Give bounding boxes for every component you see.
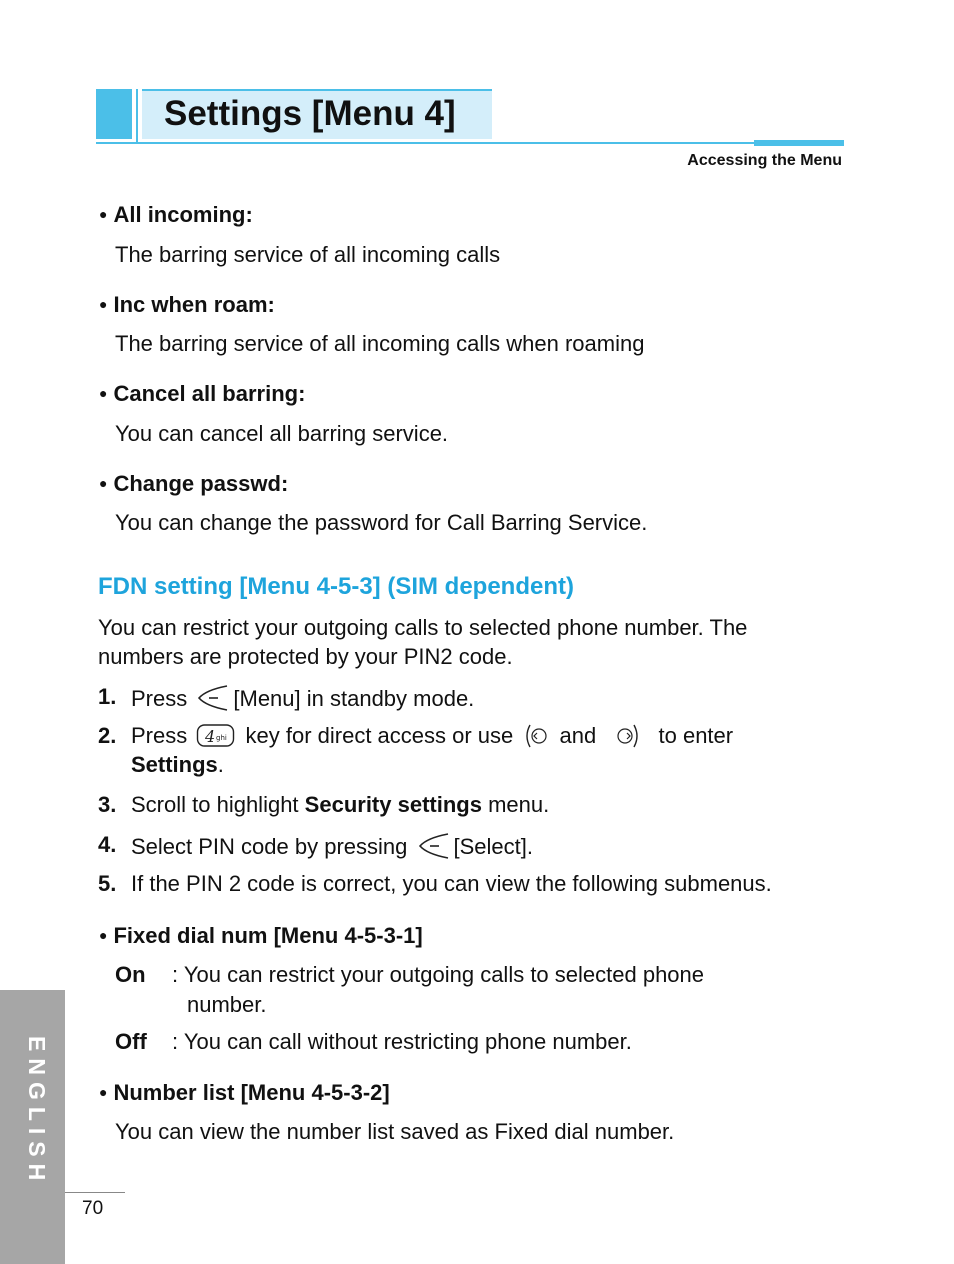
step-3: Scroll to highlight Security settings menu. — [131, 792, 550, 817]
option-on-label: On — [115, 962, 146, 987]
step-5-number: 5. — [98, 871, 117, 896]
svg-text:4: 4 — [205, 727, 216, 746]
section-label: Accessing the Menu — [687, 152, 842, 169]
key-4ghi-icon — [196, 723, 236, 755]
bullet-cancel-all-barring: ● Cancel all barring: — [99, 381, 306, 406]
option-on-desc: : You can restrict your outgoing calls to selected phone — [172, 962, 705, 987]
step-3-number: 3. — [98, 792, 117, 817]
option-off-desc: : You can call without restricting phone number. — [172, 1029, 632, 1054]
header-divider — [136, 89, 138, 143]
bullet-number-list: ● Number list [Menu 4-5-3-2] — [99, 1080, 390, 1105]
left-soft-key-icon — [196, 684, 230, 718]
bullet-change-passwd: ● Change passwd: — [99, 471, 289, 496]
step-2-line2: Settings. — [131, 752, 224, 777]
step-4-number: 4. — [98, 832, 117, 857]
step-2: Press 4 ghi key for direct access or use and to enter — [131, 723, 733, 755]
language-tab-label-wrap — [20, 1036, 50, 1226]
step-1: Press [Menu] in standby mode. — [131, 684, 474, 718]
step-1-number: 1. — [98, 684, 117, 709]
page-number: 70 — [82, 1198, 104, 1219]
fdn-intro-line1: You can restrict your outgoing calls to selected phone number. The — [98, 615, 748, 640]
desc-change-passwd: You can change the password for Call Barring Service. — [115, 510, 648, 535]
left-soft-key-icon — [417, 832, 451, 866]
page-title: Settings [Menu 4] — [164, 94, 456, 133]
desc-number-list: You can view the number list saved as Fixed dial number. — [115, 1119, 675, 1144]
step-5: If the PIN 2 code is correct, you can view the following submenus. — [131, 871, 772, 896]
step-2-number: 2. — [98, 723, 117, 748]
header-rule — [96, 142, 844, 144]
desc-all-incoming: The barring service of all incoming calls — [115, 242, 501, 267]
option-on-desc-cont: number. — [187, 992, 267, 1017]
page-number-rule — [65, 1192, 125, 1193]
svg-text:ghi: ghi — [216, 734, 228, 742]
option-off-label: Off — [115, 1029, 147, 1054]
desc-inc-when-roam: The barring service of all incoming calls when roaming — [115, 331, 645, 356]
nav-right-icon — [614, 723, 642, 755]
fdn-heading: FDN setting [Menu 4-5-3] (SIM dependent) — [98, 573, 574, 600]
header-accent-square — [96, 89, 132, 139]
language-tab-label: ENGLISH — [24, 1036, 50, 1188]
desc-cancel-all-barring: You can cancel all barring service. — [115, 421, 449, 446]
header-rule-accent — [754, 140, 844, 146]
bullet-inc-when-roam: ● Inc when roam: — [99, 292, 275, 317]
step-4: Select PIN code by pressing [Select]. — [131, 832, 533, 866]
nav-left-icon — [522, 723, 550, 755]
bullet-fixed-dial-num: ● Fixed dial num [Menu 4-5-3-1] — [99, 923, 423, 948]
fdn-intro-line2: numbers are protected by your PIN2 code. — [98, 644, 513, 669]
bullet-all-incoming: ● All incoming: — [99, 202, 253, 227]
